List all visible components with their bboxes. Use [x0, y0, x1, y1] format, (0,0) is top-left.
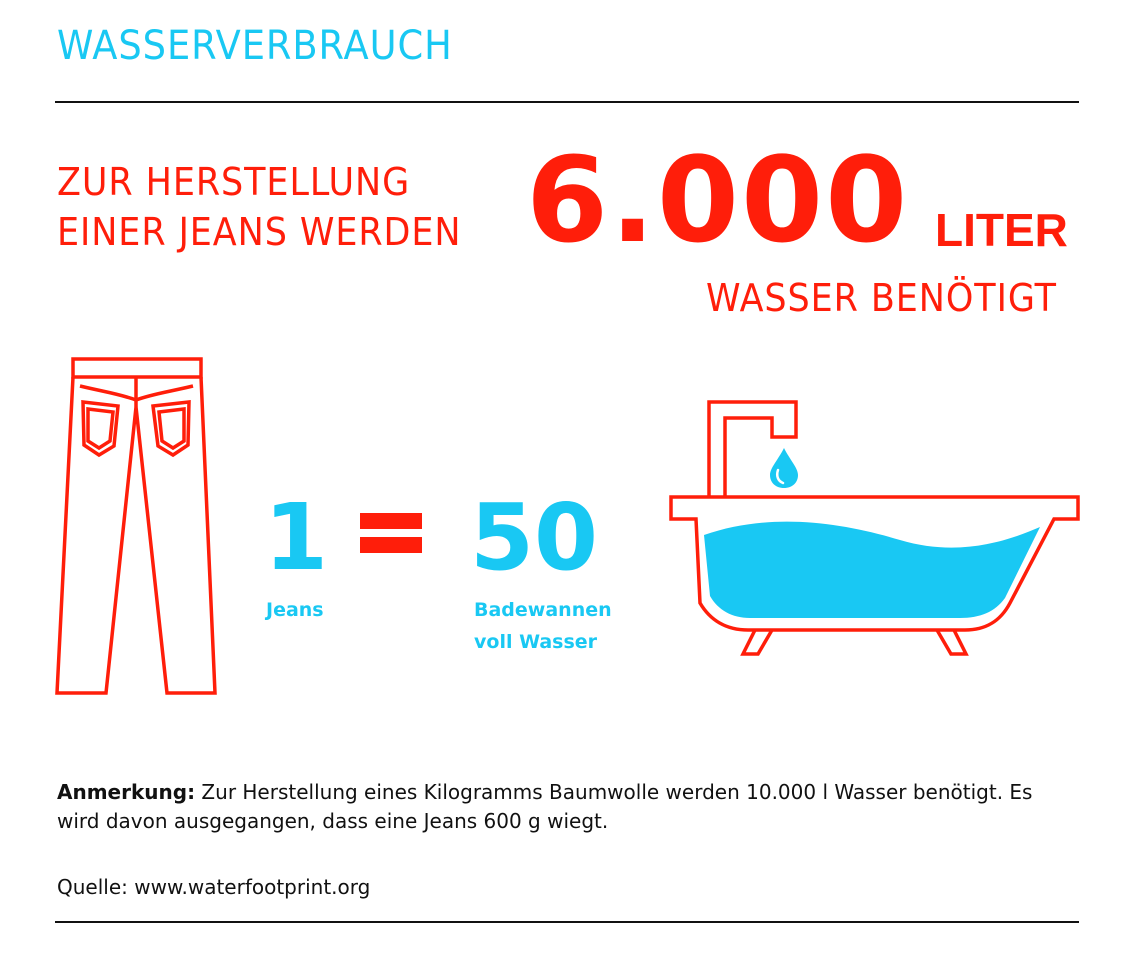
equals-icon-bar [360, 537, 422, 553]
source-credit: Quelle: www.waterfootprint.org [57, 875, 371, 899]
headline-unit: LITER [935, 204, 1068, 256]
comparison-right-label-line-1: Badewannen [474, 599, 612, 621]
footnote-label: Anmerkung: [57, 780, 196, 804]
comparison-right-number: 50 [470, 484, 599, 591]
footnote-text: Zur Herstellung eines Kilogramms Baumwolle werden 10.000 l Wasser benötigt. Es wird davon ausgegangen, dass eine Jeans 600 g wiegt. [57, 780, 1033, 833]
headline-amount: 6.000 [526, 131, 910, 269]
top-divider [55, 101, 1079, 103]
headline-line-1: ZUR HERSTELLUNG [57, 160, 411, 204]
headline-line-3: WASSER BENÖTIGT [706, 276, 1057, 320]
headline-line-2: EINER JEANS WERDEN [57, 210, 462, 254]
footnote [57, 778, 1057, 836]
page-title: WASSERVERBRAUCH [57, 23, 453, 69]
bottom-divider [55, 921, 1079, 923]
comparison-right-label-line-2: voll Wasser [474, 631, 598, 653]
equals-icon [360, 513, 422, 529]
comparison-left-label: Jeans [266, 599, 324, 621]
comparison-left-number: 1 [264, 484, 329, 591]
